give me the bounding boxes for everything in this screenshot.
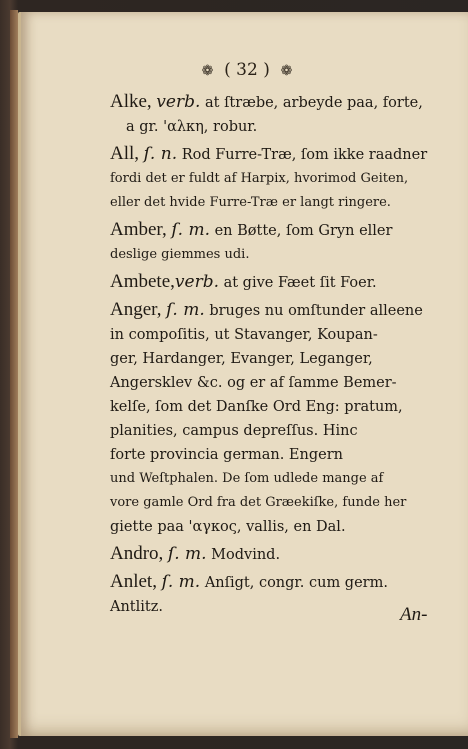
headword: Alke, xyxy=(110,91,152,112)
entry-ambete xyxy=(110,270,450,295)
definition-line: a gr. 'αλκη, robur. xyxy=(126,119,258,135)
catchword: An- xyxy=(400,604,428,625)
headword: All, xyxy=(110,143,140,164)
definition-line: in compoſitis, ut Stavanger, Koupan- xyxy=(110,327,378,343)
ornament-right-icon: ❁ xyxy=(280,63,293,79)
definition-line: en Bøtte, ſom Gryn eller xyxy=(214,223,393,239)
definition-line: und Weſtphalen. De ſom udlede mange af xyxy=(110,471,384,486)
definition-line: Rod Furre-Træ, ſom ikke raadner xyxy=(181,147,428,163)
grammar-label: ſ. m. xyxy=(167,544,207,564)
headword: Andro, xyxy=(110,543,164,564)
page-header xyxy=(21,60,468,80)
definition-line: kelſe, ſom det Danſke Ord Eng: pratum, xyxy=(110,399,403,415)
grammar-label: ſ. m. xyxy=(161,572,201,592)
definition-line: Modvind. xyxy=(211,547,281,563)
definition-line: Antlitz. xyxy=(110,599,163,615)
definition-line: Anſigt, congr. cum germ. xyxy=(204,575,388,591)
headword: Anlet, xyxy=(110,571,157,592)
definition-line: eller det hvide Furre-Træ er langt ringere. xyxy=(110,195,391,210)
page-number: ( 32 ) xyxy=(224,60,270,80)
entry-all xyxy=(110,142,450,215)
entry-anlet xyxy=(110,570,450,619)
definition-line: deslige giemmes udi. xyxy=(110,247,250,262)
definition-line: giette paa 'αγκος, vallis, en Dal. xyxy=(110,519,346,535)
definition-line: planities, campus depreſſus. Hinc xyxy=(110,423,358,439)
entry-anger xyxy=(110,298,450,539)
grammar-label: ſ. m. xyxy=(171,220,210,240)
grammar-label: verb. xyxy=(174,272,219,292)
definition-line: forte provincia german. Engern xyxy=(110,447,343,463)
entry-alke xyxy=(110,90,450,139)
definition-line: vore gamle Ord fra det Græekiſke, funde her xyxy=(110,495,407,510)
headword: Amber, xyxy=(110,219,167,240)
grammar-label: verb. xyxy=(156,92,201,112)
definition-line: at ſtræbe, arbeyde paa, forte, xyxy=(204,95,423,111)
dictionary-entries xyxy=(110,90,450,622)
definition-line: fordi det er fuldt af Harpix, hvorimod Geiten, xyxy=(110,171,409,186)
headword: Ambete, xyxy=(110,271,175,292)
grammar-label: ſ. m. xyxy=(166,300,205,320)
ornament-left-icon: ❁ xyxy=(201,63,214,79)
entry-andro xyxy=(110,542,450,567)
entry-amber xyxy=(110,218,450,267)
definition-line: at give Fæet ſit Foer. xyxy=(223,275,377,291)
definition-line: ger, Hardanger, Evanger, Leganger, xyxy=(110,351,373,367)
definition-line: bruges nu omſtunder alleene xyxy=(209,303,423,319)
book-cover-edge xyxy=(10,10,18,738)
headword: Anger, xyxy=(110,299,162,320)
grammar-label: ſ. n. xyxy=(143,144,178,164)
definition-line: Angersklev &c. og er af ſamme Bemer- xyxy=(110,375,397,391)
